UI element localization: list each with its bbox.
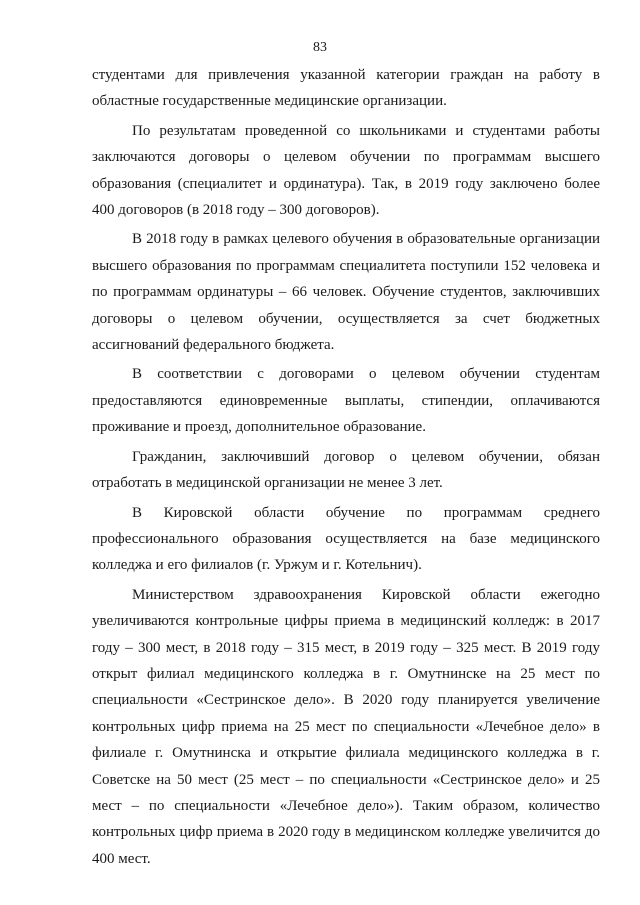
paragraph-work-obligation: Гражданин, заключивший договор о целевом обучении, обязан отработать в медицинской организации не менее 3 лет. [92, 448, 600, 492]
paragraph-target-contracts: По результатам проведенной со школьниками и студентами работы заключаются договоры о целевом обучении по программам высшего образования (специалитет и ординатура). Так, в 2019 году заключено более 400 договоров (в 2018 году – 300 договоров). [92, 122, 600, 219]
page-number: 83 [313, 40, 327, 55]
paragraph-continuation: студентами для привлечения указанной категории граждан на работу в областные государственные медицинские организации. [92, 67, 600, 110]
paragraph-student-payments: В соответствии с договорами о целевом обучении студентам предоставляются единовременные выплаты, стипендии, оплачиваются проживание и проезд, дополнительное образование. [92, 366, 600, 436]
paragraph-2018-admissions: В 2018 году в рамках целевого обучения в образовательные организации высшего образования по программам специалитета поступили 152 человека и по программам ординатуры – 66 человек. Обучение студентов, заключивших договоры о целевом обучении, осуществляется за счет бюджетных ассигнований федерального бюджета. [92, 231, 600, 354]
paragraph-secondary-education: В Кировской области обучение по программам среднего профессионального образования осуществляется на базе медицинского колледжа и его филиалов (г. Уржум и г. Котельнич). [92, 504, 600, 574]
document-body [92, 62, 600, 875]
paragraph-admission-figures: Министерством здравоохранения Кировской области ежегодно увеличиваются контрольные цифры приема в медицинский колледж: в 2017 году – 300 мест, в 2018 году – 315 мест, в 2019 году – 325 мест. В 2019 году открыт филиал медицинского колледжа в г. Омутнинске на 25 мест по специальности «Сестринское дело». В 2020 году планируется увеличение контрольных цифр приема на 25 мест по специальности «Лечебное дело» в филиале г. Омутнинска и открытие филиала медицинского колледжа в г. Советске на 50 мест (25 мест – по специальности «Сестринское дело» и 25 мест – по специальности «Лечебное дело»). Таким образом, количество контрольных цифр приема в 2020 году в медицинском колледже увеличится до 400 мест. [92, 586, 600, 867]
